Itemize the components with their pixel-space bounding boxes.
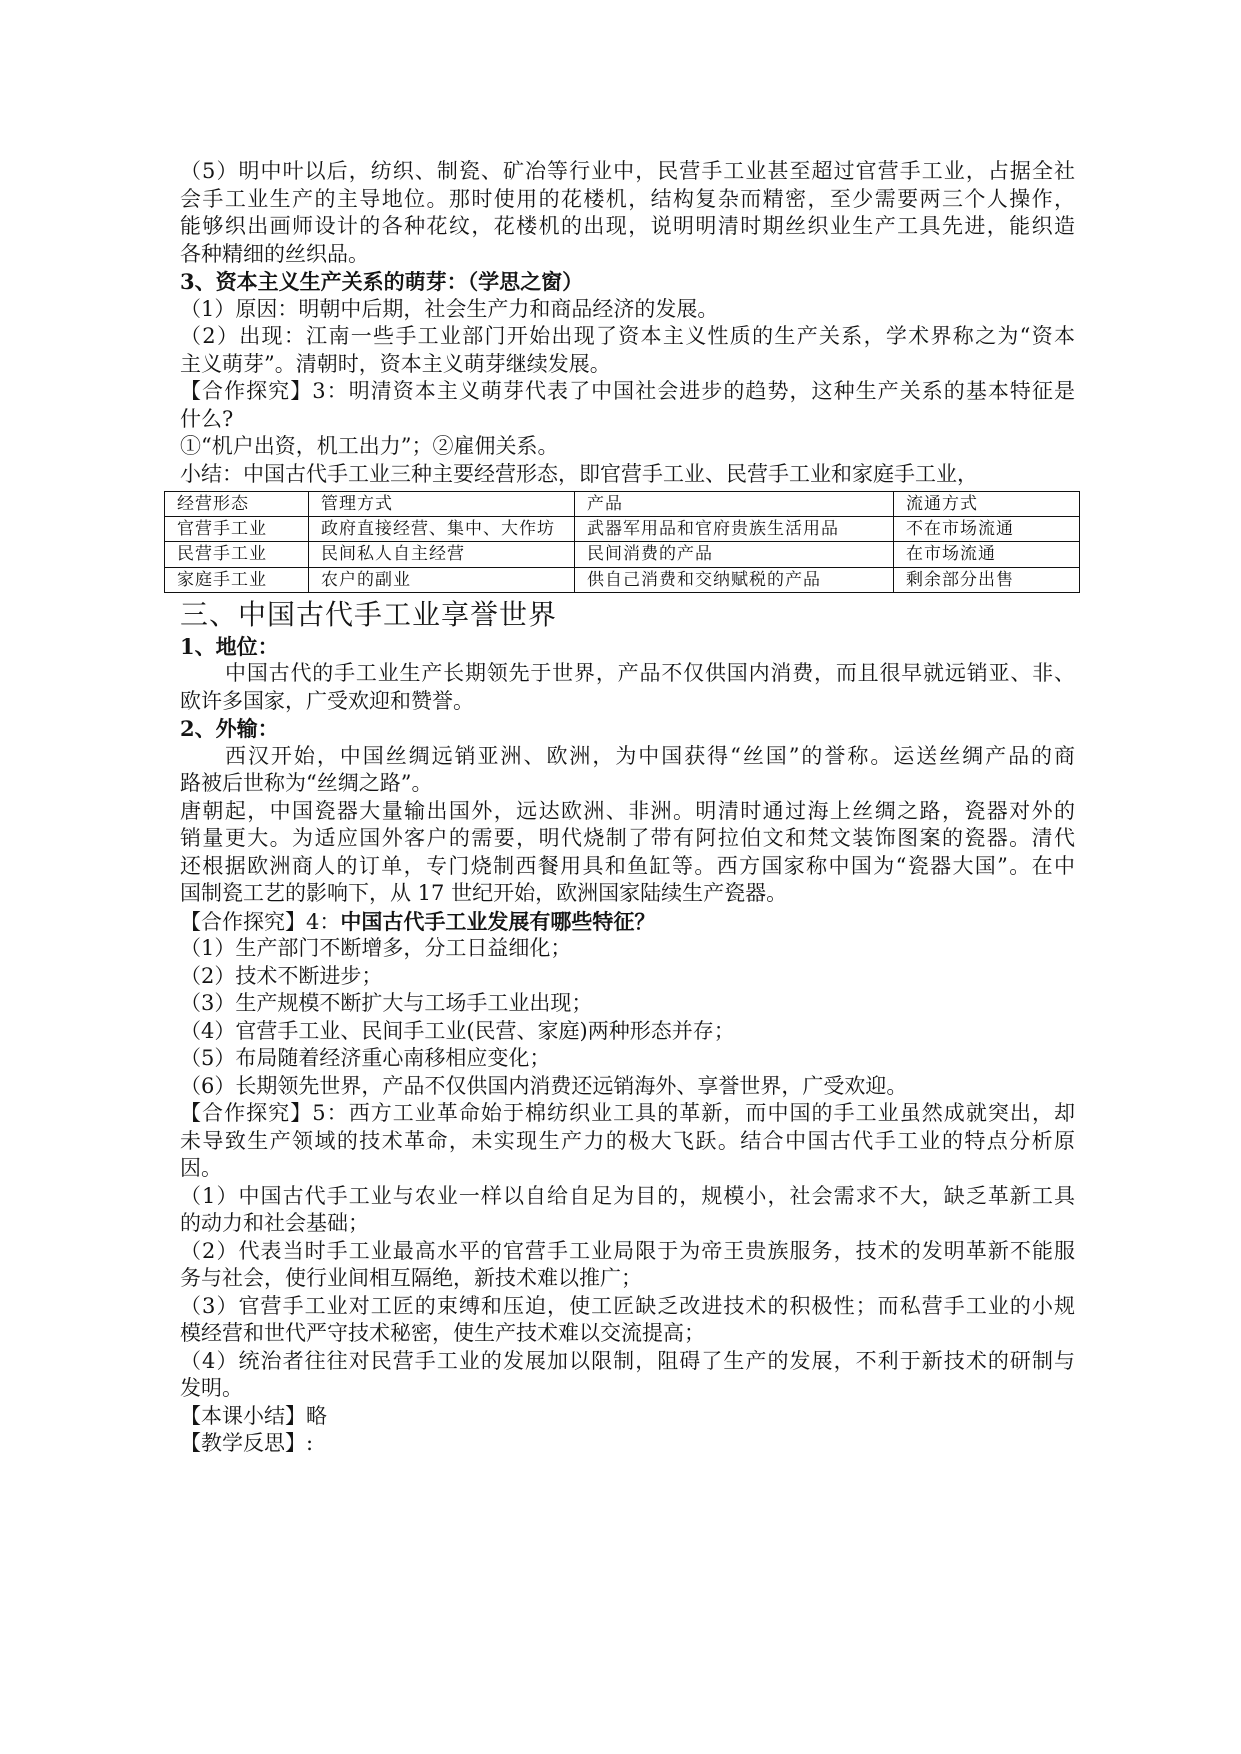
list-item: （3）官营手工业对工匠的束缚和压迫，使工匠缺乏改进技术的积极性；而私营手工业的小规	[180, 1293, 1075, 1318]
list-item: （6）长期领先世界，产品不仅供国内消费还远销海外、享誉世界，广受欢迎。	[180, 1073, 908, 1098]
table-cell: 政府直接经营、集中、大作坊	[309, 517, 575, 542]
table-row	[165, 567, 1080, 592]
list-item: （1）中国古代手工业与农业一样以自给自足为目的，规模小，社会需求不大，缺乏革新工具	[180, 1183, 1075, 1208]
explore-4-prefix: 【合作探究】4：	[180, 909, 341, 934]
table-header-cell: 经营形态	[165, 492, 309, 517]
explore-4-list	[180, 935, 1075, 1100]
section-title: 三、中国古代手工业享誉世界	[180, 597, 558, 631]
list-item: （5）布局随着经济重心南移相应变化；	[180, 1046, 551, 1071]
table-row	[165, 517, 1080, 542]
table-cell: 不在市场流通	[894, 517, 1080, 542]
text-line: 销量更大。为适应国外客户的需要，明代烧制了带有阿拉伯文和梵文装饰图案的瓷器。清代	[180, 826, 1075, 851]
text-line: 路被后世称为“丝绸之路”。	[180, 771, 433, 796]
table-cell: 民间消费的产品	[575, 542, 894, 567]
table-row	[165, 542, 1080, 567]
text-line: 【合作探究】5：西方工业革命始于棉纺织业工具的革新，而中国的手工业虽然成就突出，却	[180, 1101, 1075, 1126]
text-line: 各种精细的丝织品。	[180, 241, 369, 266]
explore-4-text: 中国古代手工业发展有哪些特征？	[340, 908, 656, 934]
capitalism-cause: （1）原因：明朝中后期，社会生产力和商品经济的发展。	[180, 296, 719, 321]
porcelain-paragraph	[180, 798, 1075, 908]
table-cell: 供自己消费和交纳赋税的产品	[575, 567, 894, 592]
table-header-cell: 流通方式	[894, 492, 1080, 517]
explore-3-question	[180, 378, 1075, 433]
export-heading: 2、外输：	[180, 716, 279, 742]
list-item-cont: 的动力和社会基础；	[180, 1211, 369, 1236]
explore-5-answers	[180, 1183, 1075, 1403]
explore-4-question	[180, 908, 1075, 936]
text-line: 能够织出画师设计的各种花纹，花楼机的出现，说明明清时期丝织业生产工具先进，能织造	[180, 214, 1075, 238]
capitalism-heading: 3、资本主义生产关系的萌芽：（学思之窗）	[180, 269, 584, 294]
list-item: （3）生产规模不断扩大与工场手工业出现；	[180, 991, 593, 1016]
text-line: 什么?	[180, 406, 234, 431]
table-header-cell: 产品	[575, 492, 894, 517]
silk-paragraph	[180, 743, 1075, 798]
text-line: （2）出现：江南一些手工业部门开始出现了资本主义性质的生产关系，学术界称之为“资本	[180, 324, 1075, 348]
text-line: 未导致生产领域的技术革命，未实现生产力的极大飞跃。结合中国古代手工业的特点分析原	[180, 1128, 1075, 1153]
table-header-cell: 管理方式	[309, 492, 575, 517]
paragraph-item5	[180, 158, 1075, 268]
summary-line: 小结：中国古代手工业三种主要经营形态，即官营手工业、民营手工业和家庭手工业，	[180, 461, 978, 486]
list-item-cont: 务与社会，使行业间相互隔绝，新技术难以推广；	[180, 1266, 642, 1291]
text-line: 唐朝起，中国瓷器大量输出国外，远达欧洲、非洲。明清时通过海上丝绸之路，瓷器对外的	[180, 798, 1075, 823]
capitalism-emergence	[180, 323, 1075, 378]
list-item-cont: 发明。	[180, 1376, 243, 1401]
list-item: （4）官营手工业、民间手工业(民营、家庭)两种形态并存；	[180, 1018, 735, 1043]
text-line: 因。	[180, 1156, 222, 1181]
table-cell: 官营手工业	[165, 517, 309, 542]
list-item: （2）代表当时手工业最高水平的官营手工业局限于为帝王贵族服务，技术的发明革新不能服	[180, 1238, 1075, 1263]
table-cell: 民营手工业	[165, 542, 309, 567]
text-line: 【合作探究】3：明清资本主义萌芽代表了中国社会进步的趋势，这种生产关系的基本特征是	[180, 379, 1075, 403]
list-item: （2）技术不断进步；	[180, 963, 383, 988]
text-line: 还根据欧洲商人的订单，专门烧制西餐用具和鱼缸等。西方国家称中国为“瓷器大国”。在中	[180, 853, 1075, 878]
table-cell: 武器军用品和官府贵族生活用品	[575, 517, 894, 542]
text-line: 会手工业生产的主导地位。那时使用的花楼机，结构复杂而精密，至少需要两三个人操作，	[180, 186, 1075, 211]
list-item: （1）生产部门不断增多，分工日益细化；	[180, 936, 572, 961]
table-cell: 剩余部分出售	[894, 567, 1080, 592]
list-item: （4）统治者往往对民营手工业的发展加以限制，阻碍了生产的发展，不利于新技术的研制与	[180, 1348, 1075, 1373]
lesson-summary: 【本课小结】略	[180, 1403, 327, 1428]
text-line: 主义萌芽”。清朝时，资本主义萌芽继续发展。	[180, 351, 611, 376]
table-cell: 家庭手工业	[165, 567, 309, 592]
table-cell: 农户的副业	[309, 567, 575, 592]
status-paragraph	[180, 660, 1075, 715]
table-cell: 在市场流通	[894, 542, 1080, 567]
text-line: 欧许多国家，广受欢迎和赞誉。	[180, 688, 474, 713]
status-heading: 1、地位：	[180, 633, 279, 659]
document-page	[177, 158, 1075, 1458]
teaching-reflection: 【教学反思】:	[180, 1431, 314, 1456]
table-cell: 民间私人自主经营	[309, 542, 575, 567]
text-line: 西汉开始，中国丝绸远销亚洲、欧洲，为中国获得“丝国”的誉称。运送丝绸产品的商	[225, 743, 1075, 768]
text-line: （5）明中叶以后，纺织、制瓷、矿冶等行业中，民营手工业甚至超过官营手工业，占据全社	[180, 159, 1075, 183]
table-header-row	[165, 492, 1080, 517]
management-forms-table	[164, 491, 1080, 593]
explore-3-answer: ①“机户出资，机工出力”；②雇佣关系。	[180, 434, 559, 458]
explore-5-question	[180, 1100, 1075, 1183]
list-item-cont: 模经营和世代严守技术秘密，使生产技术难以交流提高；	[180, 1321, 705, 1346]
text-line: 国制瓷工艺的影响下，从 17 世纪开始，欧洲国家陆续生产瓷器。	[180, 881, 788, 906]
text-line: 中国古代的手工业生产长期领先于世界，产品不仅供国内消费，而且很早就远销亚、非、	[225, 661, 1075, 686]
